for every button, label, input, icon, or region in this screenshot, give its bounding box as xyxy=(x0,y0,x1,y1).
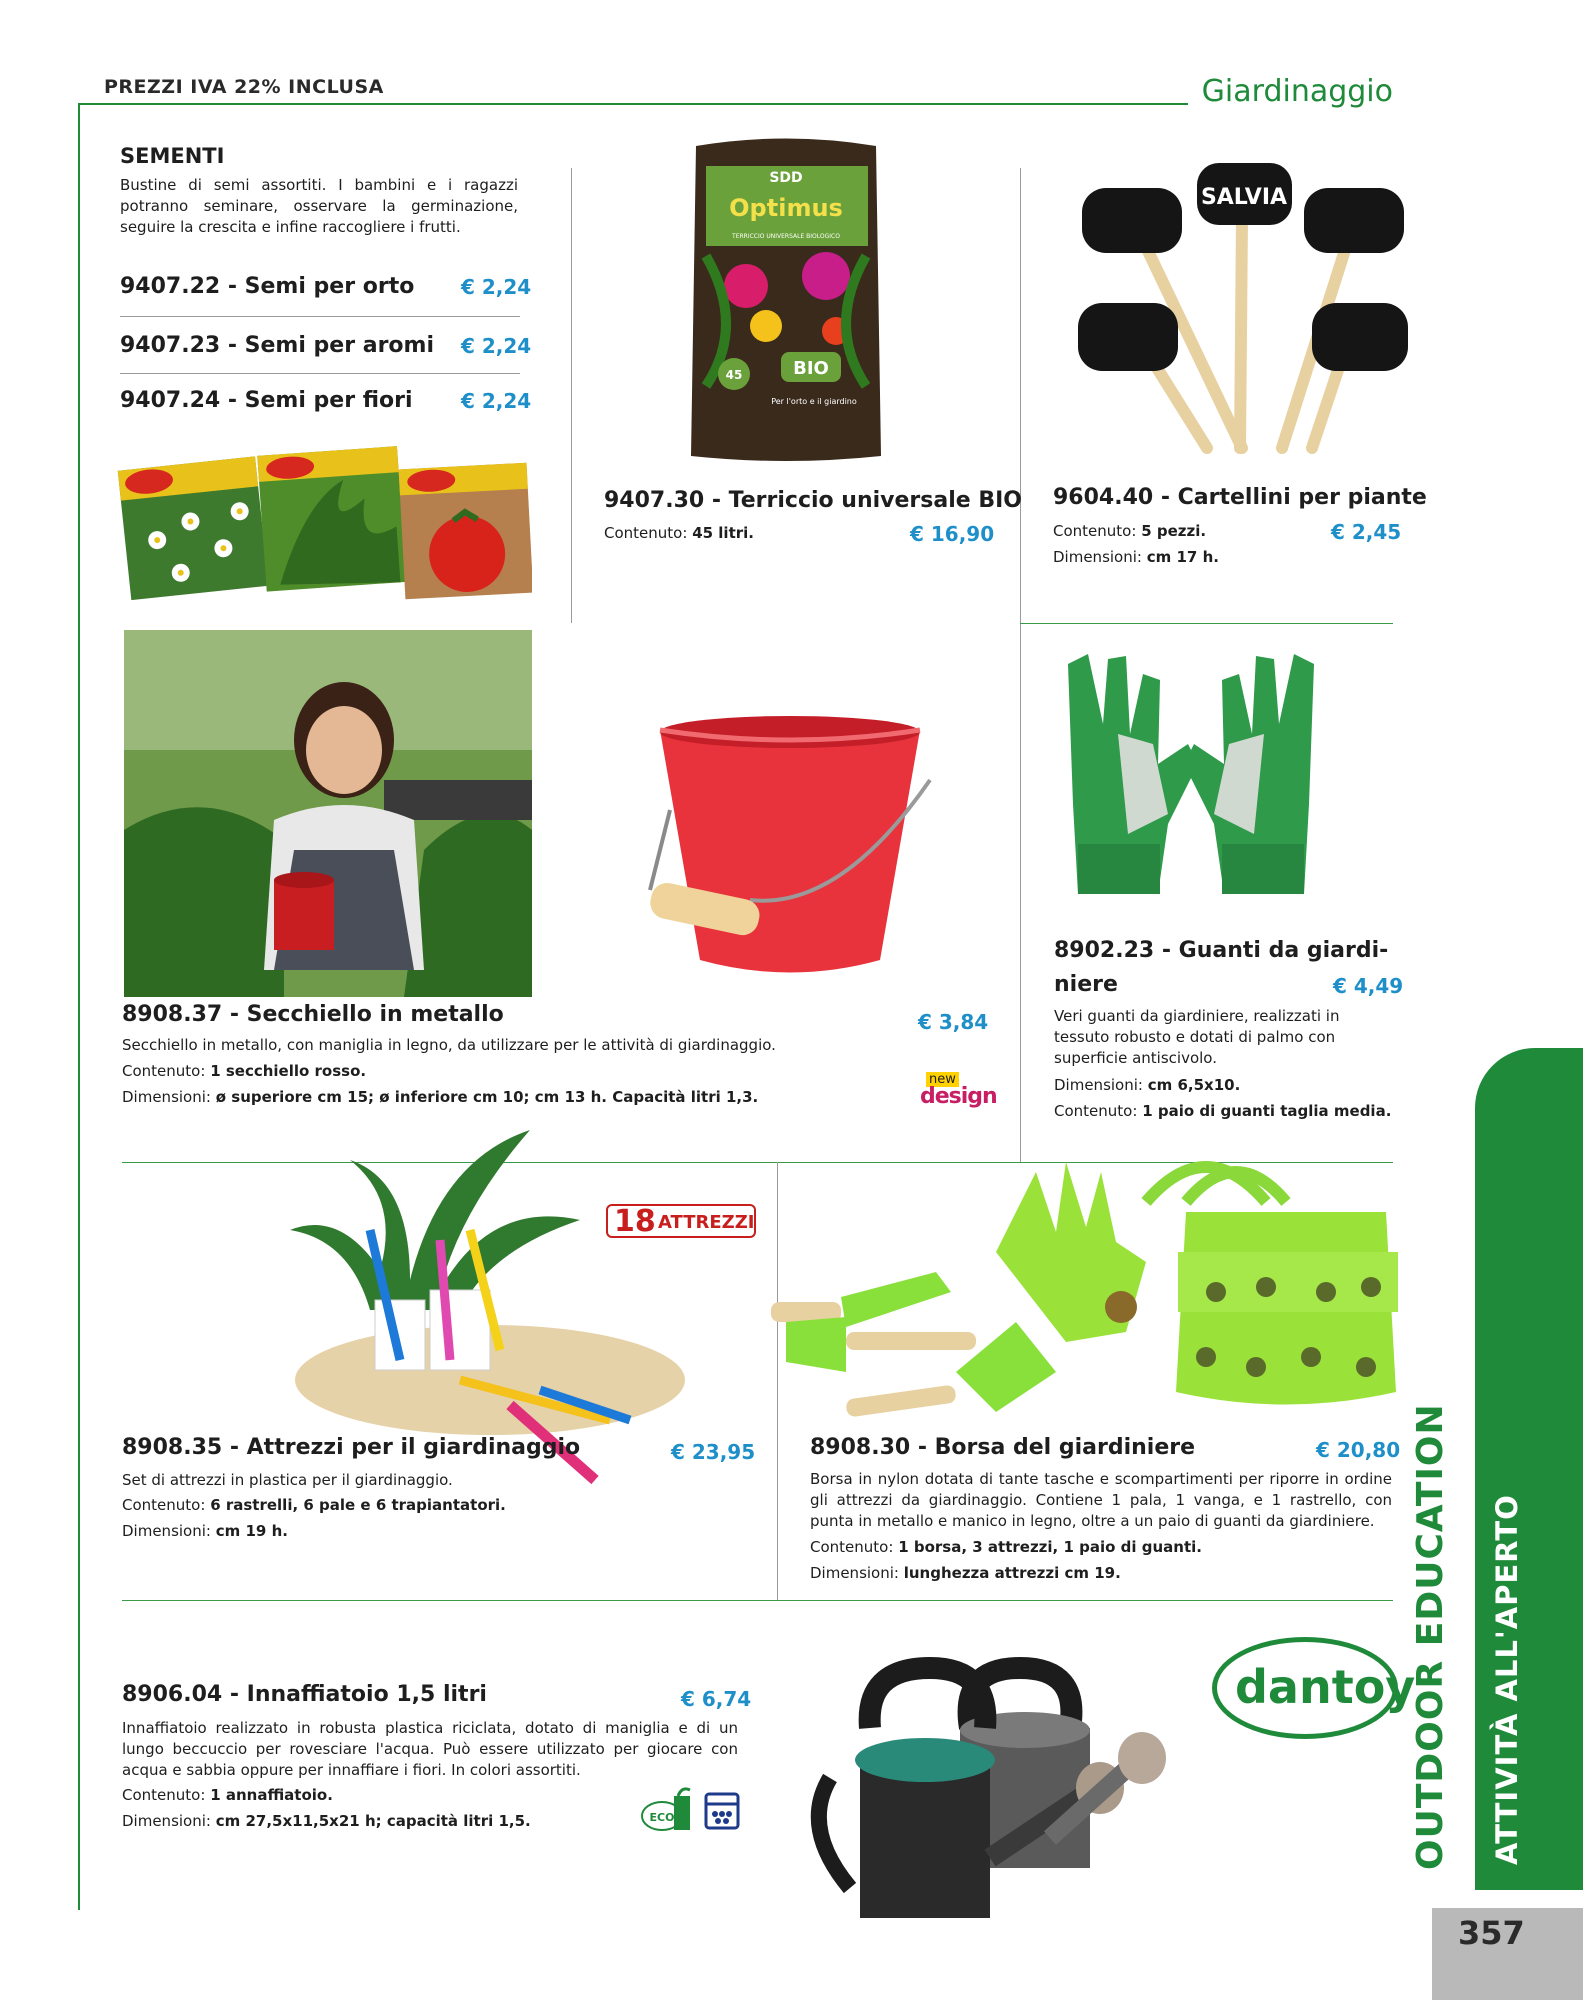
sementi-description: Bustine di semi assortiti. I bambini e i ragazzi potranno seminare, osservare la germinazione, seguire la crescita e infine raccogliere i frutti. xyxy=(120,176,518,236)
sementi-item-2: 9407.23 - Semi per aromi xyxy=(120,333,434,358)
child-gardening-photo xyxy=(124,630,532,997)
eco-icon xyxy=(640,1786,698,1834)
attrezzi-price: € 23,95 xyxy=(671,1440,756,1464)
terriccio-contenuto: Contenuto: 45 litri. xyxy=(604,524,754,542)
sementi-price-1: € 2,24 xyxy=(461,275,532,299)
header-rule xyxy=(78,103,1188,105)
divider xyxy=(120,373,520,374)
vat-note: PREZZI IVA 22% INCLUSA xyxy=(104,76,384,98)
guanti-title-1: 8902.23 - Guanti da giardi- xyxy=(1054,938,1389,963)
cartellini-dimensioni: Dimensioni: cm 17 h. xyxy=(1053,548,1219,566)
innaffiatoio-price: € 6,74 xyxy=(681,1687,752,1711)
plant-signs-image xyxy=(1072,158,1412,458)
divider xyxy=(571,168,572,623)
guanti-title-2: niere xyxy=(1054,972,1118,997)
page-number: 357 xyxy=(1458,1914,1525,1952)
seed-packets-image xyxy=(116,442,532,600)
secchiello-dimensioni: Dimensioni: ø superiore cm 15; ø inferiore cm 10; cm 13 h. Capacità litri 1,3. xyxy=(122,1088,759,1106)
sementi-price-3: € 2,24 xyxy=(461,389,532,413)
tools-count-badge xyxy=(606,1204,756,1238)
badge-number: 18 xyxy=(614,1204,656,1239)
subsection-title: ATTIVITÀ ALL'APERTO xyxy=(1490,1494,1524,1865)
borsa-dimensioni: Dimensioni: lunghezza attrezzi cm 19. xyxy=(810,1564,1121,1582)
sementi-price-2: € 2,24 xyxy=(461,334,532,358)
attrezzi-contenuto: Contenuto: 6 rastrelli, 6 pale e 6 trapiantatori. xyxy=(122,1496,506,1514)
cartellini-title: 9604.40 - Cartellini per piante xyxy=(1053,485,1427,510)
attrezzi-title: 8908.35 - Attrezzi per il giardinaggio xyxy=(122,1435,581,1460)
dantoy-logo xyxy=(1212,1637,1416,1739)
sementi-item-1: 9407.22 - Semi per orto xyxy=(120,274,415,299)
cartellini-contenuto: Contenuto: 5 pezzi. xyxy=(1053,522,1207,540)
watering-cans-image xyxy=(790,1608,1180,1930)
new-design-badge xyxy=(920,1072,997,1112)
borsa-title: 8908.30 - Borsa del giardiniere xyxy=(810,1435,1196,1460)
guanti-description: Veri guanti da giardiniere, realizzati in tessuto robusto e dotati di palmo con superficie antiscivolo. xyxy=(1054,1007,1340,1067)
gloves-image xyxy=(1048,644,1334,904)
design-label: design xyxy=(920,1084,997,1109)
secchiello-price: € 3,84 xyxy=(918,1010,989,1034)
eco-label: ECO xyxy=(649,1811,675,1824)
guanti-price: € 4,49 xyxy=(1333,974,1404,998)
bag-volume: 45 xyxy=(725,368,743,382)
divider xyxy=(122,1600,1393,1601)
sementi-heading: SEMENTI xyxy=(120,144,225,168)
terriccio-title: 9407.30 - Terriccio universale BIO xyxy=(604,488,1022,513)
borsa-price: € 20,80 xyxy=(1316,1438,1401,1462)
innaffiatoio-contenuto: Contenuto: 1 annaffiatoio. xyxy=(122,1786,333,1804)
bag-use: Per l'orto e il giardino xyxy=(771,397,857,406)
innaffiatoio-title: 8906.04 - Innaffiatoio 1,5 litri xyxy=(122,1682,487,1707)
secchiello-title: 8908.37 - Secchiello in metallo xyxy=(122,1002,504,1027)
gardener-bag-image xyxy=(766,1142,1406,1432)
brand-name: dantoy xyxy=(1235,1660,1416,1714)
bag-product: Optimus xyxy=(729,194,843,222)
new-label: new xyxy=(926,1072,959,1087)
dishwasher-safe-icon xyxy=(704,1792,740,1830)
bag-bio-badge: BIO xyxy=(793,358,829,379)
divider xyxy=(1020,168,1021,1163)
cartellini-price: € 2,45 xyxy=(1331,520,1402,544)
guanti-dimensioni: Dimensioni: cm 6,5x10. xyxy=(1054,1076,1241,1094)
innaffiatoio-description: Innaffiatoio realizzato in robusta plastica riciclata, dotato di maniglia e di un lungo beccuccio per rovesciare l'acqua. Può essere utilizzato per giocare con acqua e sabbia oppure per innaffiare i fiori. In colori assortiti. xyxy=(122,1719,738,1779)
left-margin-rule xyxy=(78,103,80,1910)
bag-subtitle: TERRICCIO UNIVERSALE BIOLOGICO xyxy=(732,233,840,240)
category-title: Giardinaggio xyxy=(1201,74,1393,109)
attrezzi-description: Set di attrezzi in plastica per il giardinaggio. xyxy=(122,1471,453,1489)
secchiello-contenuto: Contenuto: 1 secchiello rosso. xyxy=(122,1062,367,1080)
terriccio-price: € 16,90 xyxy=(910,522,995,546)
divider xyxy=(120,316,520,317)
bag-brand: SDD xyxy=(769,170,803,186)
sign-label: SALVIA xyxy=(1200,185,1288,210)
borsa-contenuto: Contenuto: 1 borsa, 3 attrezzi, 1 paio di guanti. xyxy=(810,1538,1202,1556)
soil-bag-image xyxy=(686,126,886,466)
attrezzi-dimensioni: Dimensioni: cm 19 h. xyxy=(122,1522,288,1540)
red-bucket-image xyxy=(640,710,940,990)
section-title: OUTDOOR EDUCATION xyxy=(1410,1403,1451,1870)
secchiello-description: Secchiello in metallo, con maniglia in legno, da utilizzare per le attività di giardinaggio. xyxy=(122,1036,776,1054)
sementi-item-3: 9407.24 - Semi per fiori xyxy=(120,388,413,413)
divider xyxy=(1020,623,1393,624)
guanti-contenuto: Contenuto: 1 paio di guanti taglia media. xyxy=(1054,1102,1392,1120)
borsa-description: Borsa in nylon dotata di tante tasche e scompartimenti per riporre in ordine gli attrezzi da giardinaggio. Contiene 1 pala, 1 vanga, e 1 rastrello, con punta in metallo e manico in legno, oltre a un paio di guanti da giardiniere. xyxy=(810,1470,1392,1530)
badge-text: ATTREZZI xyxy=(658,1212,755,1233)
innaffiatoio-dimensioni: Dimensioni: cm 27,5x11,5x21 h; capacità litri 1,5. xyxy=(122,1812,531,1830)
